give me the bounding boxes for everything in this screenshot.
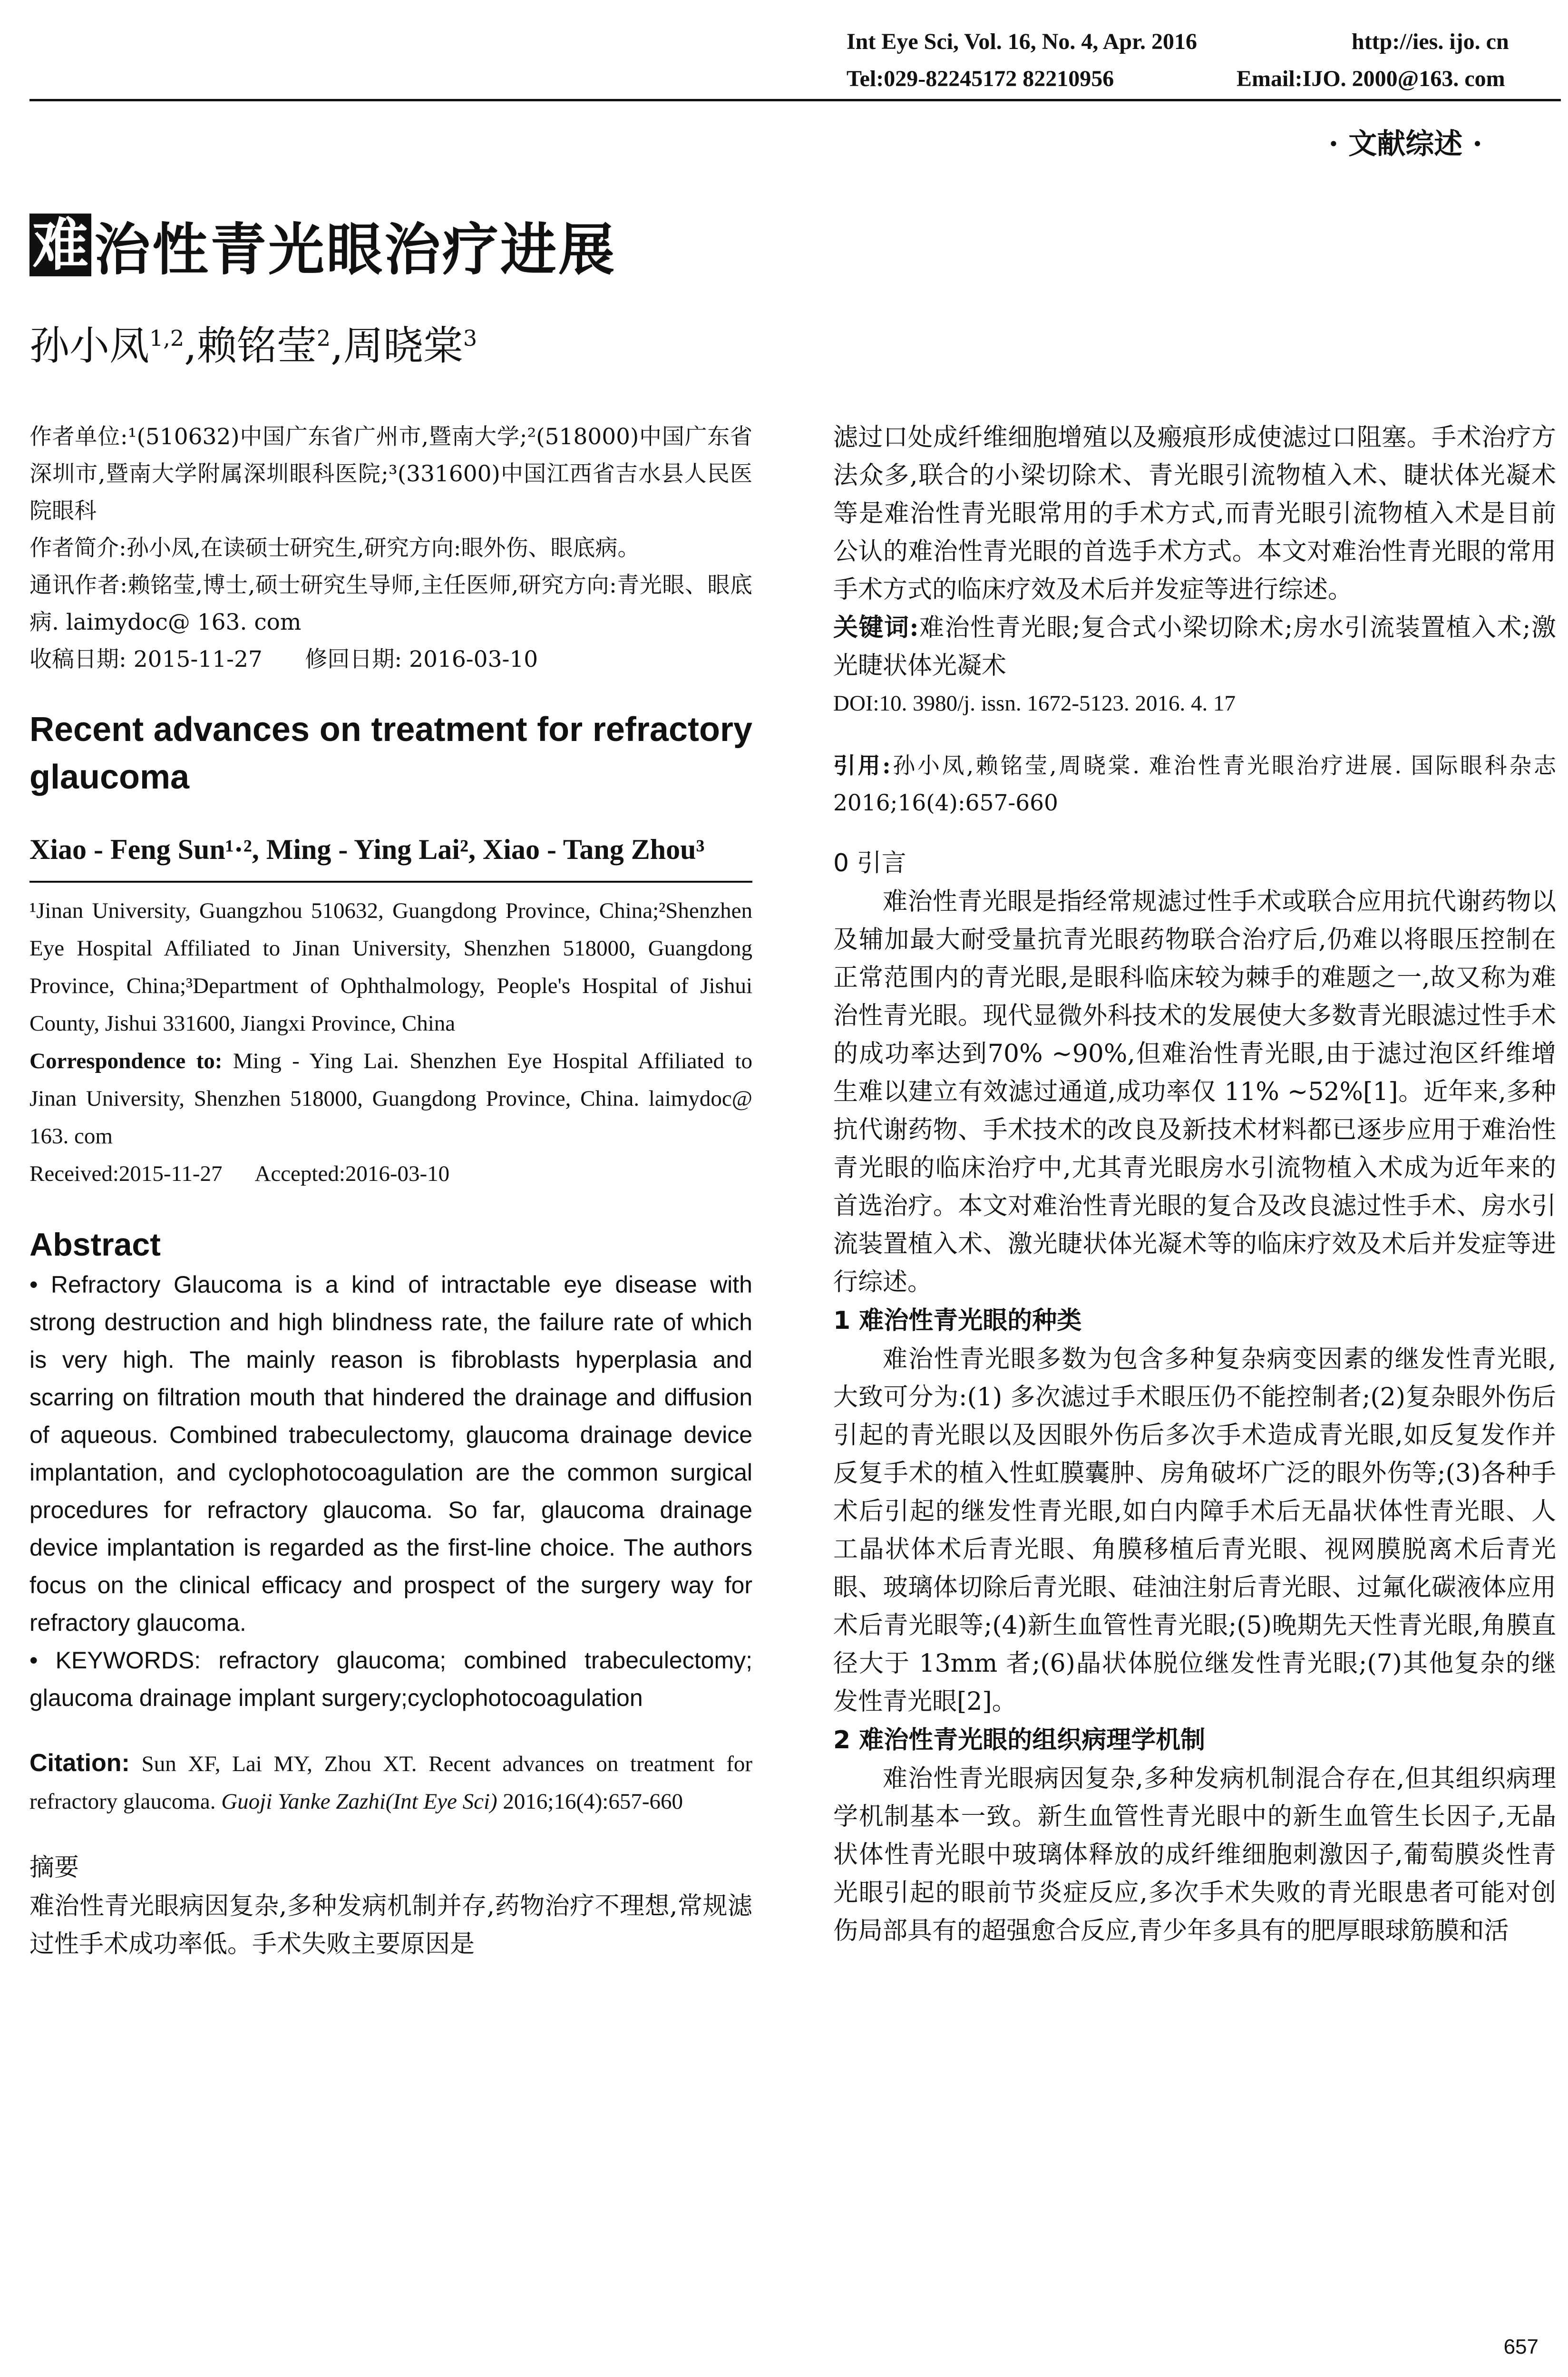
citation-text: Sun XF, Lai MY, Zhou XT. Recent advances on treatment for refractory glaucoma. <box>29 1752 752 1814</box>
section-heading: 1 难治性青光眼的种类 <box>833 1306 1082 1335</box>
journal-url[interactable]: http://ies. ijo. cn <box>1352 29 1509 54</box>
citation-en <box>29 1744 752 1821</box>
correspondence-en <box>29 1042 752 1155</box>
section-heading: 0 引言 <box>833 849 906 877</box>
abstract-cn-text-left: 难治性青光眼病因复杂,多种发病机制并存,药物治疗不理想,常规滤过性手术成功率低。手术失败主要原因是 <box>29 1892 752 1958</box>
citation-label: Citation: <box>29 1749 130 1777</box>
english-authors: Xiao - Feng Sun¹·², Ming - Ying Lai², Xiao - Tang Zhou³ <box>29 834 705 865</box>
citation-tail: 2016;16(4):657-660 <box>497 1789 683 1814</box>
author-units: 作者单位:¹(510632)中国广东省广州市,暨南大学;²(518000)中国广东省深圳市,暨南大学附属深圳眼科医院;³(331600)中国江西省吉水县人民医院眼科 <box>29 424 752 524</box>
right-column <box>833 419 1556 1950</box>
abstract-text: • Refractory Glaucoma is a kind of intractable eye disease with strong destruction and high blindness rate, the failure rate of which is very high. The mainly reason is fibroblasts hyperplasia and scarring on filtration mouth that hindered the drainage and diffusion of aqueous. Combined trabeculectomy, glaucoma drainage device implantation, and cyclophotocoagulation are the common surgical procedures for refractory glaucoma. So far, glaucoma drainage device implantation is regarded as the first-line choice. The authors focus on the clinical efficacy and prospect of the surgery way for refractory glaucoma. <box>29 1271 752 1636</box>
author-2-sup: 2 <box>316 325 331 351</box>
left-column <box>29 419 752 1963</box>
abstract-cn-heading: 摘要 <box>29 1853 79 1882</box>
journal-tel: Tel:029-82245172 82210956 <box>847 66 1114 91</box>
section-body: 难治性青光眼病因复杂,多种发病机制混合存在,但其组织病理学机制基本一致。新生血管性青光眼中的新生血管生长因子,无晶状体性青光眼中玻璃体释放的成纤维细胞刺激因子,葡萄膜炎性青光眼引起的眼前节炎症反应,多次手术失败的青光眼患者可能对创伤局部具有的超强愈合反应,青少年多具有的肥厚眼球筋膜和活 <box>833 1764 1556 1945</box>
doi[interactable]: DOI:10. 3980/j. issn. 1672-5123. 2016. 4. 17 <box>833 691 1236 716</box>
header-divider <box>29 99 1561 101</box>
dates-en: Received:2015-11-27 Accepted:2016-03-10 <box>29 1161 450 1186</box>
abstract-heading: Abstract <box>29 1227 161 1263</box>
affiliations-en: ¹Jinan University, Guangzhou 510632, Guangdong Province, China;²Shenzhen Eye Hospital Affiliated to Jinan University, Shenzhen 518000, Guangdong Province, China;³Department of Ophthalmology, People's Hospital of Jishui County, Jishui 331600, Jiangxi Province, China <box>29 898 752 1036</box>
title-initial: 难 <box>29 214 91 276</box>
section-body: 难治性青光眼是指经常规滤过性手术或联合应用抗代谢药物以及辅加最大耐受量抗青光眼药物联合治疗后,仍难以将眼压控制在正常范围内的青光眼,是眼科临床较为棘手的难题之一,故又称为难治性青光眼。现代显微外科技术的发展使大多数青光眼滤过性手术的成功率达到70% ~90%,但难治性青光眼,由于滤过泡区纤维增生难以建立有效滤过通道,成功率仅 11% ~52%[1]。近年来,多种抗代谢药物、手术技术的改良及新技术材料都已逐步应用于难治性青光眼的临床治疗中,尤其青光眼房水引流物植入术成为近年来的首选治疗。本文对难治性青光眼的复合及改良滤过性手术、房水引流装置植入术、激光睫状体光凝术等的临床疗效及术后并发症等进行综述。 <box>833 887 1556 1296</box>
corresponding-author: 通讯作者:赖铭莹,博士,硕士研究生导师,主任医师,研究方向:青光眼、眼底病. laimydoc@ 163. com <box>29 572 752 635</box>
author-3: 周晓棠 <box>343 322 463 369</box>
keywords-cn-text: 难治性青光眼;复合式小梁切除术;房水引流装置植入术;激光睫状体光凝术 <box>833 614 1556 680</box>
citation-cn <box>833 748 1556 822</box>
author-2: 赖铭莹 <box>196 322 317 369</box>
citation-cn-label: 引用: <box>833 753 891 779</box>
dates-cn: 收稿日期: 2015-11-27 修回日期: 2016-03-10 <box>29 646 538 672</box>
section-tag: · 文献综述 · <box>1328 127 1482 161</box>
keywords-cn <box>833 609 1556 685</box>
citation-journal: Guoji Yanke Zazhi(Int Eye Sci) <box>221 1789 497 1814</box>
section-heading: 2 难治性青光眼的组织病理学机制 <box>833 1726 1206 1754</box>
page-number: 657 <box>1503 2335 1539 2358</box>
english-title: Recent advances on treatment for refractory glaucoma <box>29 711 752 796</box>
keywords-en: • KEYWORDS: refractory glaucoma; combined trabeculectomy; glaucoma drainage implant surgery;cyclophotocoagulation <box>29 1647 752 1711</box>
journal-issue: Int Eye Sci, Vol. 16, No. 4, Apr. 2016 <box>847 29 1198 54</box>
abstract-cn-text-right: 滤过口处成纤维细胞增殖以及瘢痕形成使滤过口阻塞。手术治疗方法众多,联合的小梁切除术、青光眼引流物植入术、睫状体光凝术等是难治性青光眼常用的手术方式,而青光眼引流物植入术是目前公认的难治性青光眼的首选手术方式。本文对难治性青光眼的常用手术方式的临床疗效及术后并发症等进行综述。 <box>833 423 1556 604</box>
author-1: 孙小凤 <box>29 322 150 369</box>
authors-cn: 孙小凤$^{1,2}$,赖铭莹$^2$,周晓棠$^3$ <box>29 322 477 369</box>
author-bio: 作者简介:孙小凤,在读硕士研究生,研究方向:眼外伤、眼底病。 <box>29 535 640 561</box>
correspondence-text: Ming - Ying Lai. Shenzhen Eye Hospital Affiliated to Jinan University, Shenzhen 518000, Guangdong Province, China. laimydoc@ 163. com <box>29 1049 752 1149</box>
citation-cn-text: 孙小凤,赖铭莹,周晓棠. 难治性青光眼治疗进展. 国际眼科杂志 2016;16(4):657-660 <box>833 753 1556 816</box>
title-text: 治性青光眼治疗进展 <box>94 216 617 283</box>
correspondence-label: Correspondence to: <box>29 1049 223 1073</box>
section-body: 难治性青光眼多数为包含多种复杂病变因素的继发性青光眼,大致可分为:(1) 多次滤过手术眼压仍不能控制者;(2)复杂眼外伤后引起的青光眼以及因眼外伤后多次手术造成青光眼,如反复发作并反复手术的植入性虹膜囊肿、房角破坏广泛的眼外伤等;(3)各种手术后引起的继发性青光眼,如白内障手术后无晶状体性青光眼、人工晶状体术后青光眼、角膜移植后青光眼、视网膜脱离术后青光眼、玻璃体切除后青光眼、硅油注射后青光眼、过氟化碳液体应用术后青光眼等;(4)新生血管性青光眼;(5)晚期先天性青光眼,角膜直径大于 13mm 者;(6)晶状体脱位继发性青光眼;(7)其他复杂的继发性青光眼[2]。 <box>833 1345 1556 1716</box>
article-title <box>29 205 616 285</box>
author-3-sup: 3 <box>463 325 477 351</box>
keywords-cn-label: 关键词: <box>833 613 919 642</box>
author-1-sup: 1,2 <box>149 325 185 351</box>
journal-email[interactable]: Email:IJO. 2000@163. com <box>1237 66 1505 91</box>
